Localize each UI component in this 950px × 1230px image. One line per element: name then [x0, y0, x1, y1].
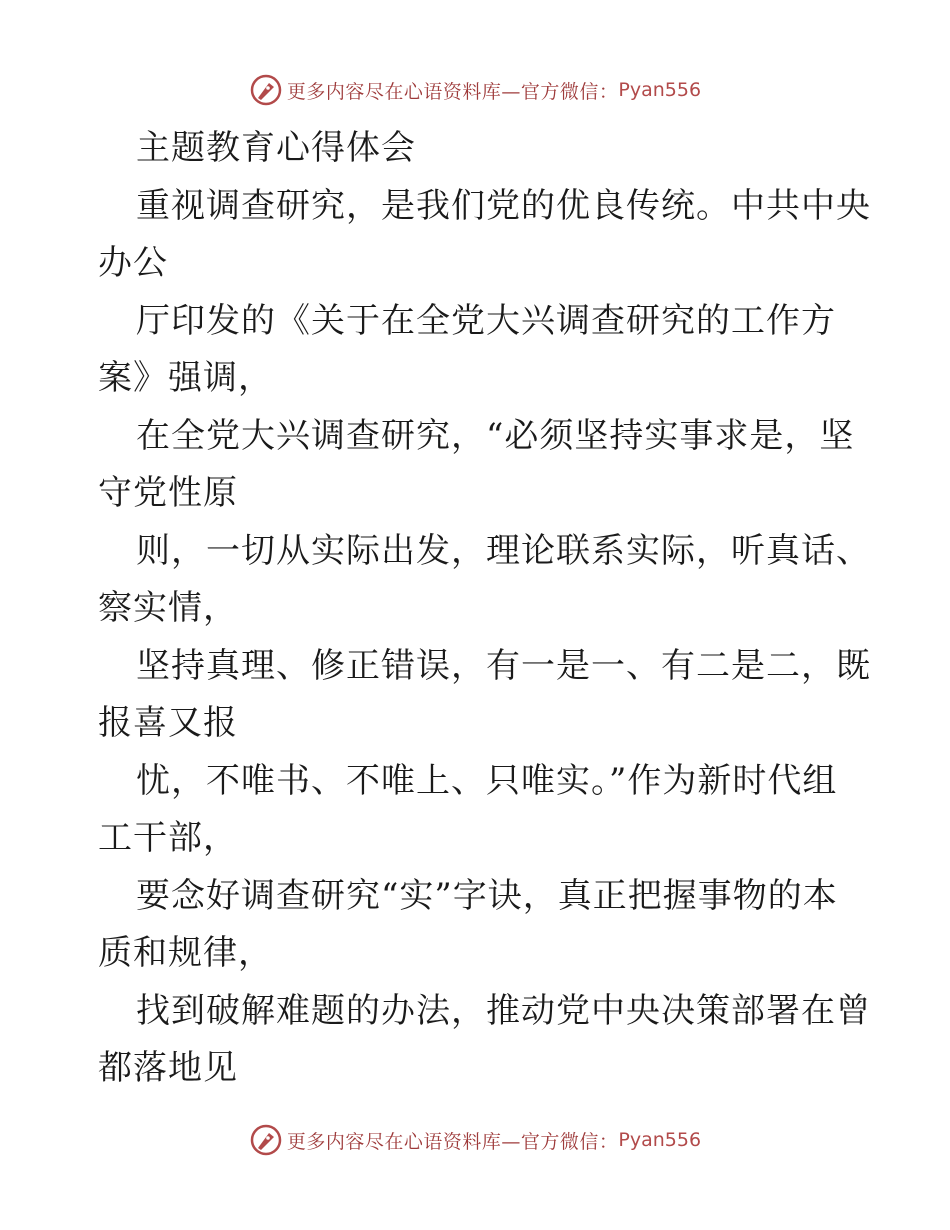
document-body: [98, 120, 871, 1098]
footer-watermark: [0, 1120, 950, 1160]
text-line: 坚持真理、修正错误，有一是一、有二是二，既: [136, 645, 871, 686]
text-line: 质和规律，: [98, 933, 273, 973]
watermark-text: 更多内容尽在心语资料库—官方微信：: [286, 1130, 619, 1153]
text-line: 厅印发的《关于在全党大兴调查研究的工作方: [136, 300, 836, 341]
header-watermark: [0, 70, 950, 110]
text-line: 察实情，: [98, 588, 238, 628]
text-line: 案》强调，: [98, 358, 273, 398]
text-line: 则，一切从实际出发，理论联系实际，听真话、: [136, 530, 871, 571]
pen-nib-logo-icon: [249, 1123, 283, 1157]
text-line: 要念好调查研究“实”字诀，真正把握事物的本: [136, 875, 838, 916]
text-line: 办公: [98, 243, 168, 283]
text-line: 忧，不唯书、不唯上、只唯实。”作为新时代组: [136, 760, 838, 801]
text-line: 主题教育心得体会: [136, 128, 416, 168]
text-line: 找到破解难题的办法，推动党中央决策部署在曾: [136, 990, 871, 1031]
text-line: 在全党大兴调查研究，“必须坚持实事求是，坚: [136, 415, 855, 456]
text-line: 守党性原: [98, 473, 238, 513]
text-line: 报喜又报: [98, 703, 238, 743]
watermark-wechat-id: Pyan556: [618, 1129, 702, 1151]
text-line: 重视调查研究，是我们党的优良传统。中共中央: [136, 185, 871, 226]
pen-nib-logo-icon: [249, 73, 283, 107]
text-line: 都落地见: [98, 1048, 238, 1088]
watermark-wechat-id: Pyan556: [618, 79, 702, 101]
watermark-text: 更多内容尽在心语资料库—官方微信：: [286, 80, 619, 103]
text-line: 工干部，: [98, 818, 238, 858]
